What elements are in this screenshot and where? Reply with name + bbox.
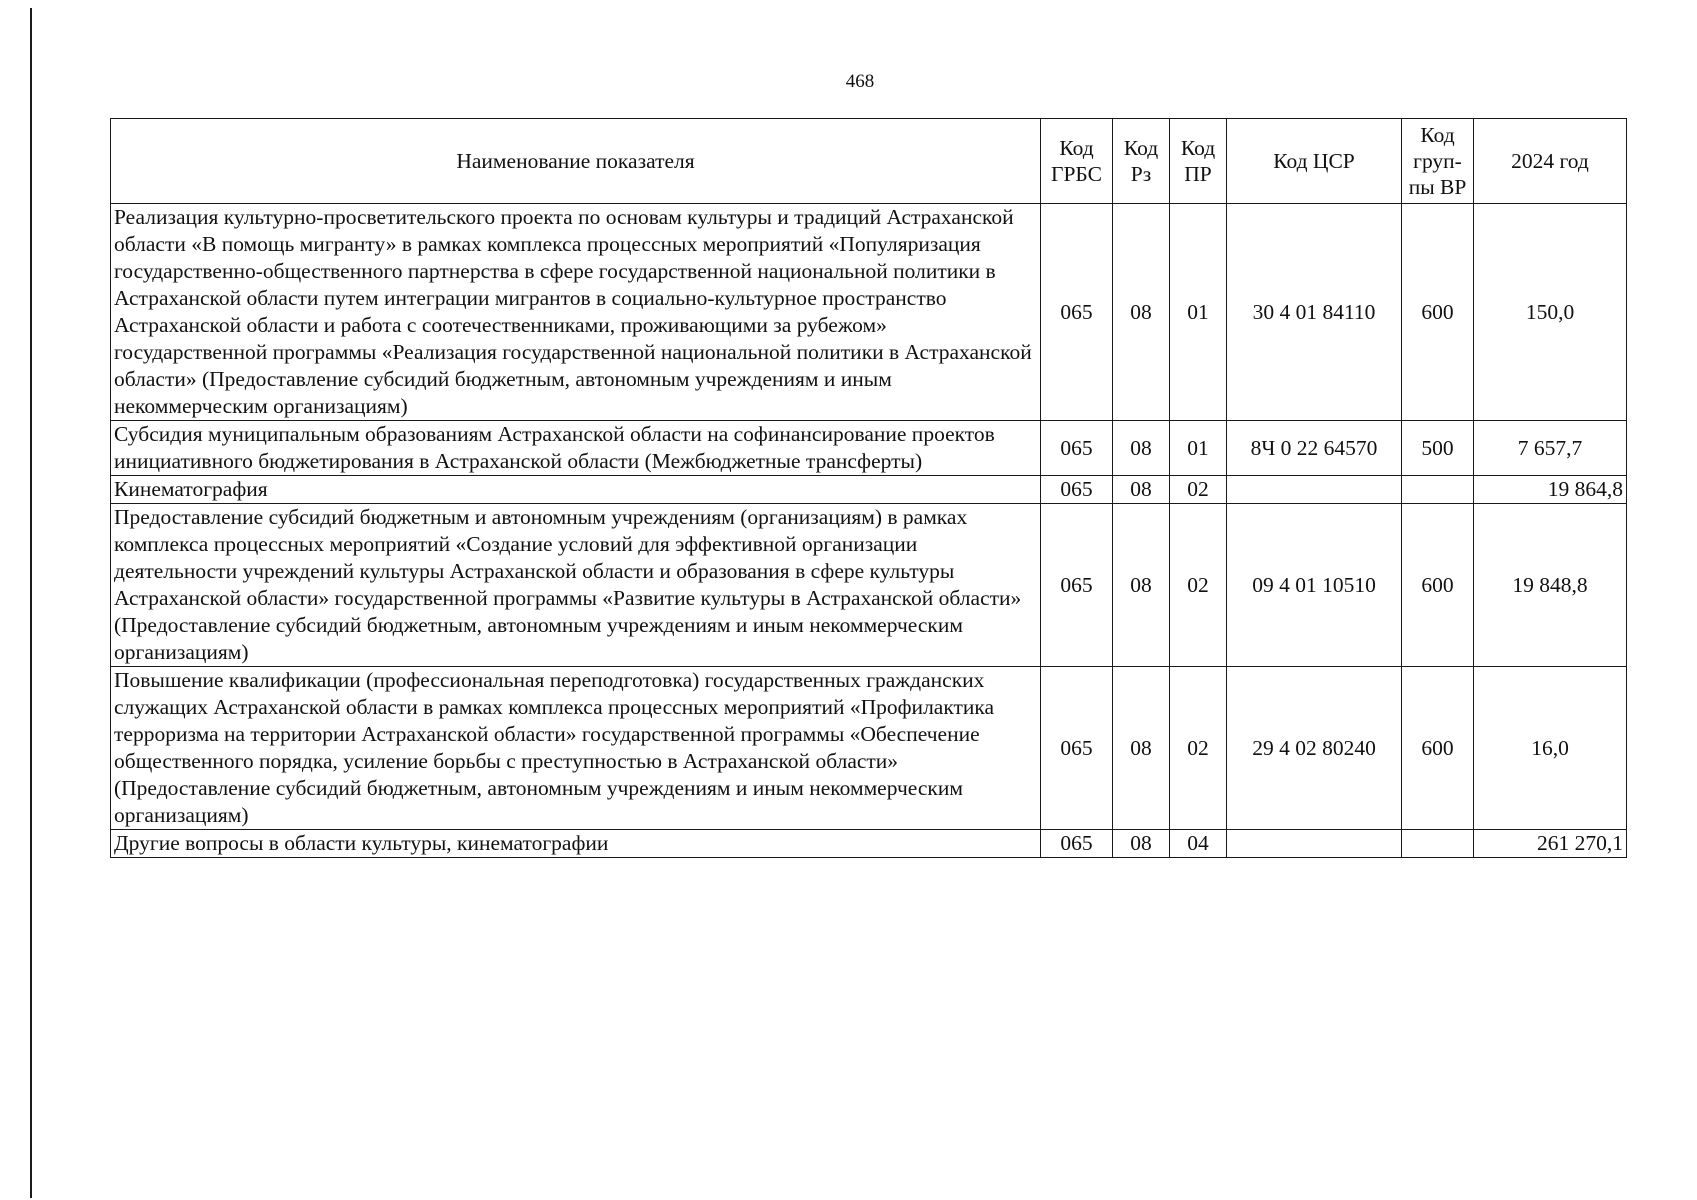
row-amount: 150,0 (1474, 204, 1627, 421)
row-amount: 261 270,1 (1474, 830, 1627, 858)
table-row (111, 667, 1627, 830)
header-csr: Код ЦСР (1227, 119, 1402, 204)
header-name: Наименование показателя (111, 119, 1041, 204)
row-name: Реализация культурно-просветительского проекта по основам культуры и традиций Астраханской области «В помощь мигранту» в рамках комплекса процессных мероприятий «Популяризация государственно-общественного партнерства в сфере государственной национальной политики в Астраханской области путем интеграции мигрантов в социально-культурное пространство Астраханской области и работа с соотечественниками, проживающими за рубежом» государственной программы «Реализация государственной национальной политики в Астраханской области» (Предоставление субсидий бюджетным, автономным учреждениям и иным некоммерческим организациям) (111, 204, 1041, 421)
row-amount: 19 848,8 (1474, 504, 1627, 667)
row-vr (1402, 476, 1474, 504)
header-pr: Код ПР (1170, 119, 1227, 204)
row-amount: 19 864,8 (1474, 476, 1627, 504)
row-csr: 8Ч 0 22 64570 (1227, 421, 1402, 476)
row-grbs: 065 (1041, 421, 1113, 476)
table-row (111, 504, 1627, 667)
row-pr: 01 (1170, 421, 1227, 476)
header-grbs: Код ГРБС (1041, 119, 1113, 204)
row-csr: 09 4 01 10510 (1227, 504, 1402, 667)
row-grbs: 065 (1041, 504, 1113, 667)
page-number: 468 (845, 71, 875, 92)
scan-edge-line (30, 8, 32, 1198)
row-vr: 600 (1402, 667, 1474, 830)
row-csr: 29 4 02 80240 (1227, 667, 1402, 830)
row-pr: 04 (1170, 830, 1227, 858)
row-name: Повышение квалификации (профессиональная переподготовка) государственных гражданских служащих Астраханской области в рамках комплекса процессных мероприятий «Профилактика терроризма на территории Астраханской области» государственной программы «Обеспечение общественного порядка, усиление борьбы с преступностью в Астраханской области» (Предоставление субсидий бюджетным, автономным учреждениям и иным некоммерческим организациям) (111, 667, 1041, 830)
row-rz: 08 (1113, 830, 1170, 858)
row-rz: 08 (1113, 504, 1170, 667)
row-name: Субсидия муниципальным образованиям Астраханской области на софинансирование проектов инициативного бюджетирования в Астраханской области (Межбюджетные трансферты) (111, 421, 1041, 476)
row-rz: 08 (1113, 476, 1170, 504)
row-rz: 08 (1113, 421, 1170, 476)
header-year: 2024 год (1474, 119, 1627, 204)
budget-table (110, 118, 1627, 858)
row-csr (1227, 830, 1402, 858)
row-name: Предоставление субсидий бюджетным и автономным учреждениям (организациям) в рамках комплекса процессных мероприятий «Создание условий для эффективной организации деятельности учреждений культуры Астраханской области и образования в сфере культуры Астраханской области» государственной программы «Развитие культуры в Астраханской области» (Предоставление субсидий бюджетным, автономным учреждениям и иным некоммерческим организациям) (111, 504, 1041, 667)
row-grbs: 065 (1041, 830, 1113, 858)
row-csr (1227, 476, 1402, 504)
row-rz: 08 (1113, 204, 1170, 421)
row-csr: 30 4 01 84110 (1227, 204, 1402, 421)
row-grbs: 065 (1041, 204, 1113, 421)
row-vr: 500 (1402, 421, 1474, 476)
row-name: Другие вопросы в области культуры, кинематографии (111, 830, 1041, 858)
row-pr: 02 (1170, 667, 1227, 830)
header-vr: Код груп-пы ВР (1402, 119, 1474, 204)
row-grbs: 065 (1041, 476, 1113, 504)
row-rz: 08 (1113, 667, 1170, 830)
table-row (111, 476, 1627, 504)
header-rz: Код Рз (1113, 119, 1170, 204)
row-amount: 16,0 (1474, 667, 1627, 830)
row-pr: 01 (1170, 204, 1227, 421)
table-row (111, 830, 1627, 858)
table-row (111, 204, 1627, 421)
row-amount: 7 657,7 (1474, 421, 1627, 476)
row-vr: 600 (1402, 504, 1474, 667)
row-name: Кинематография (111, 476, 1041, 504)
row-vr: 600 (1402, 204, 1474, 421)
row-pr: 02 (1170, 504, 1227, 667)
table-row (111, 421, 1627, 476)
row-vr (1402, 830, 1474, 858)
row-grbs: 065 (1041, 667, 1113, 830)
row-pr: 02 (1170, 476, 1227, 504)
table-header-row (111, 119, 1627, 204)
